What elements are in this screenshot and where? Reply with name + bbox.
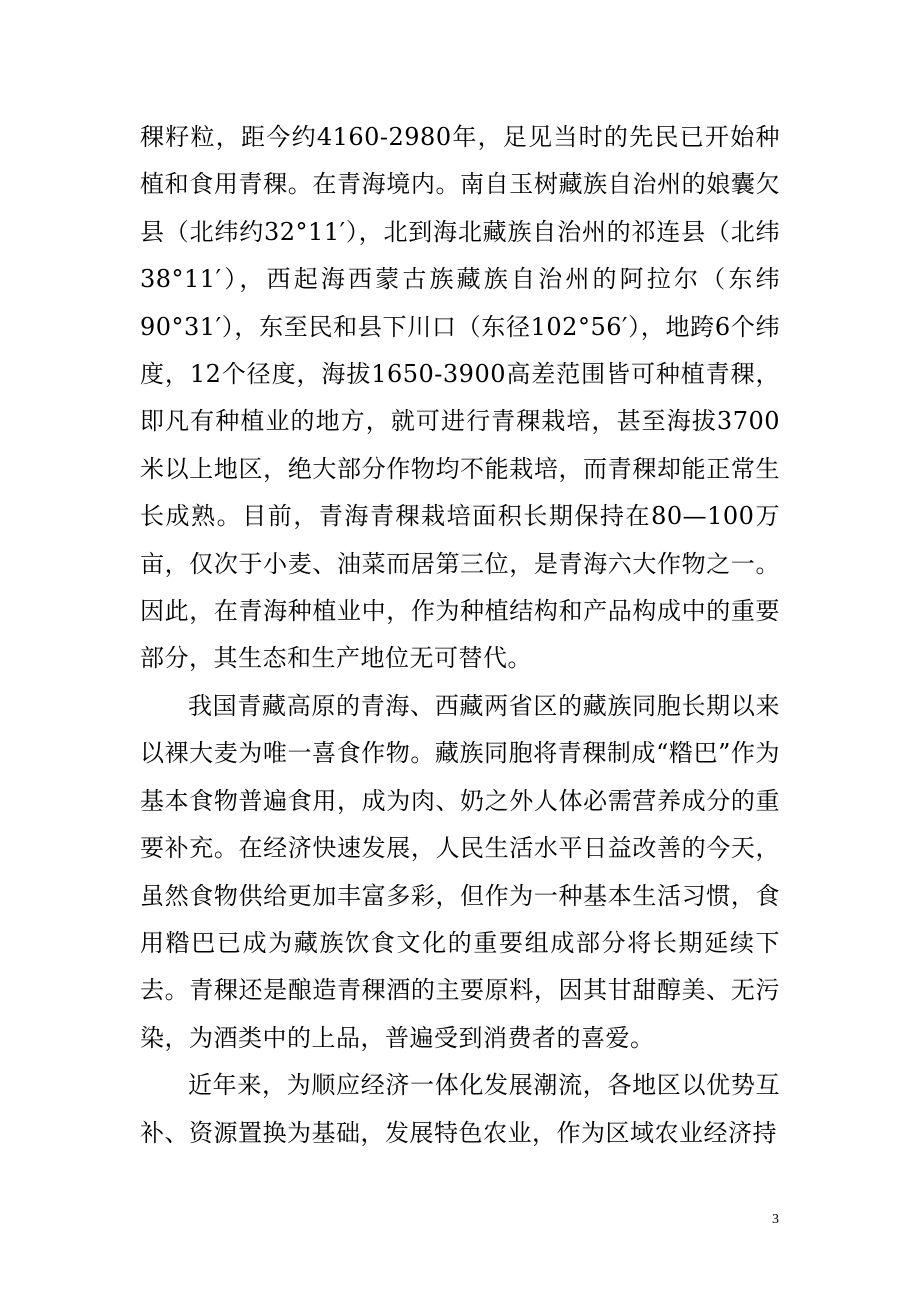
page-number: 3: [772, 1212, 779, 1227]
body-text: [140, 114, 780, 1157]
paragraph-tibetan-diet: 我国青藏高原的青海、西藏两省区的藏族同胞长期以来以裸大麦为唯一喜食作物。藏族同胞将青稞制成“糌巴”作为基本食物普遍食用，成为肉、奶之外人体必需营养成分的重要补充。在经济快速发展，人民生活水平日益改善的今天，虽然食物供给更加丰富多彩，但作为一种基本生活习惯，食用糌巴已成为藏族饮食文化的重要组成部分将长期延续下去。青稞还是酿造青稞酒的主要原料，因其甘甜醇美、无污染，为酒类中的上品，普遍受到消费者的喜爱。: [140, 691, 780, 1052]
paragraph-continuation: 稞籽粒，距今约4160-2980年，足见当时的先民已开始种植和食用青稞。在青海境内。南自玉树藏族自治州的娘囊欠县（北纬约32°11′），北到海北藏族自治州的祁连县（北纬38°11′），西起海西蒙古族藏族自治州的阿拉尔（东纬90°31′），东至民和县下川口（东径102°56′），地跨6个纬度，12个径度，海拔1650-3900高差范围皆可种植青稞，即凡有种植业的地方，就可进行青稞栽培，甚至海拔3700米以上地区，绝大部分作物均不能栽培，而青稞却能正常生长成熟。目前，青海青稞栽培面积长期保持在80—100万亩，仅次于小麦、油菜而居第三位，是青海六大作物之一。因此，在青海种植业中，作为种植结构和产品构成中的重要部分，其生态和生产地位无可替代。: [140, 123, 780, 673]
paragraph-regional-agriculture: 近年来，为顺应经济一体化发展潮流，各地区以优势互补、资源置换为基础，发展特色农业，作为区域农业经济持: [140, 1071, 780, 1147]
